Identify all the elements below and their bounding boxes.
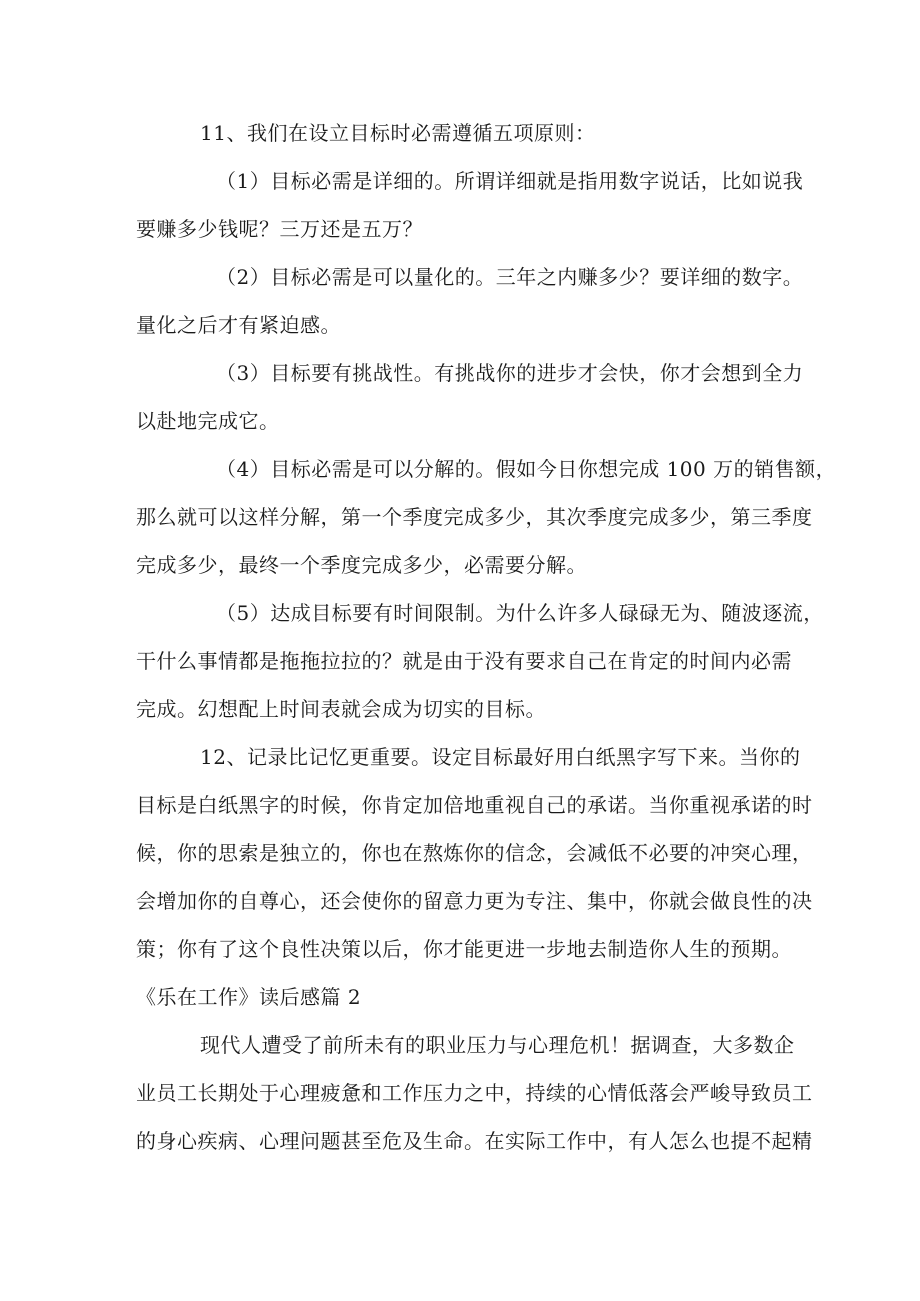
text-line: 完成多少，最终一个季度完成多少，必需要分解。 bbox=[136, 553, 587, 577]
text-line: 目标是白纸黑字的时候，你肯定加倍地重视自己的承诺。当你重视承诺的时 bbox=[136, 793, 813, 817]
text-line: （5）达成目标要有时间限制。为什么许多人碌碌无为、随波逐流， bbox=[216, 601, 824, 625]
text-line: 那么就可以这样分解，第一个季度完成多少，其次季度完成多少，第三季度 bbox=[136, 505, 813, 529]
text-line: 11、我们在设立目标时必需遵循五项原则： bbox=[200, 121, 596, 145]
text-line: （1）目标必需是详细的。所谓详细就是指用数字说话，比如说我 bbox=[216, 169, 804, 193]
text-line: 12、记录比记忆更重要。设定目标最好用白纸黑字写下来。当你的 bbox=[200, 745, 801, 769]
text-line: 策；你有了这个良性决策以后，你才能更进一步地去制造你人生的预期。 bbox=[136, 937, 792, 961]
section-heading: 《乐在工作》读后感篇 2 bbox=[136, 985, 362, 1009]
text-line: 的身心疾病、心理问题甚至危及生命。在实际工作中，有人怎么也提不起精 bbox=[136, 1129, 813, 1153]
text-line: 候，你的思索是独立的，你也在熬炼你的信念，会减低不必要的冲突心理， bbox=[136, 841, 813, 865]
text-line: 业员工长期处于心理疲惫和工作压力之中，持续的心情低落会严峻导致员工 bbox=[136, 1081, 813, 1105]
text-line: 干什么事情都是拖拖拉拉的？就是由于没有要求自己在肯定的时间内必需 bbox=[136, 649, 792, 673]
text-line: 会增加你的自尊心，还会使你的留意力更为专注、集中，你就会做良性的决 bbox=[136, 889, 813, 913]
text-line: 量化之后才有紧迫感。 bbox=[136, 313, 341, 337]
text-line: 要赚多少钱呢？三万还是五万？ bbox=[136, 217, 423, 241]
text-line: （4）目标必需是可以分解的。假如今日你想完成 100 万的销售额， bbox=[216, 457, 837, 481]
text-line: 现代人遭受了前所未有的职业压力与心理危机！据调查，大多数企 bbox=[200, 1033, 795, 1057]
text-line: 完成。幻想配上时间表就会成为切实的目标。 bbox=[136, 697, 546, 721]
text-line: （3）目标要有挑战性。有挑战你的进步才会快，你才会想到全力 bbox=[216, 361, 804, 385]
text-line: 以赴地完成它。 bbox=[136, 409, 280, 433]
text-line: （2）目标必需是可以量化的。三年之内赚多少？要详细的数字。 bbox=[216, 265, 804, 289]
